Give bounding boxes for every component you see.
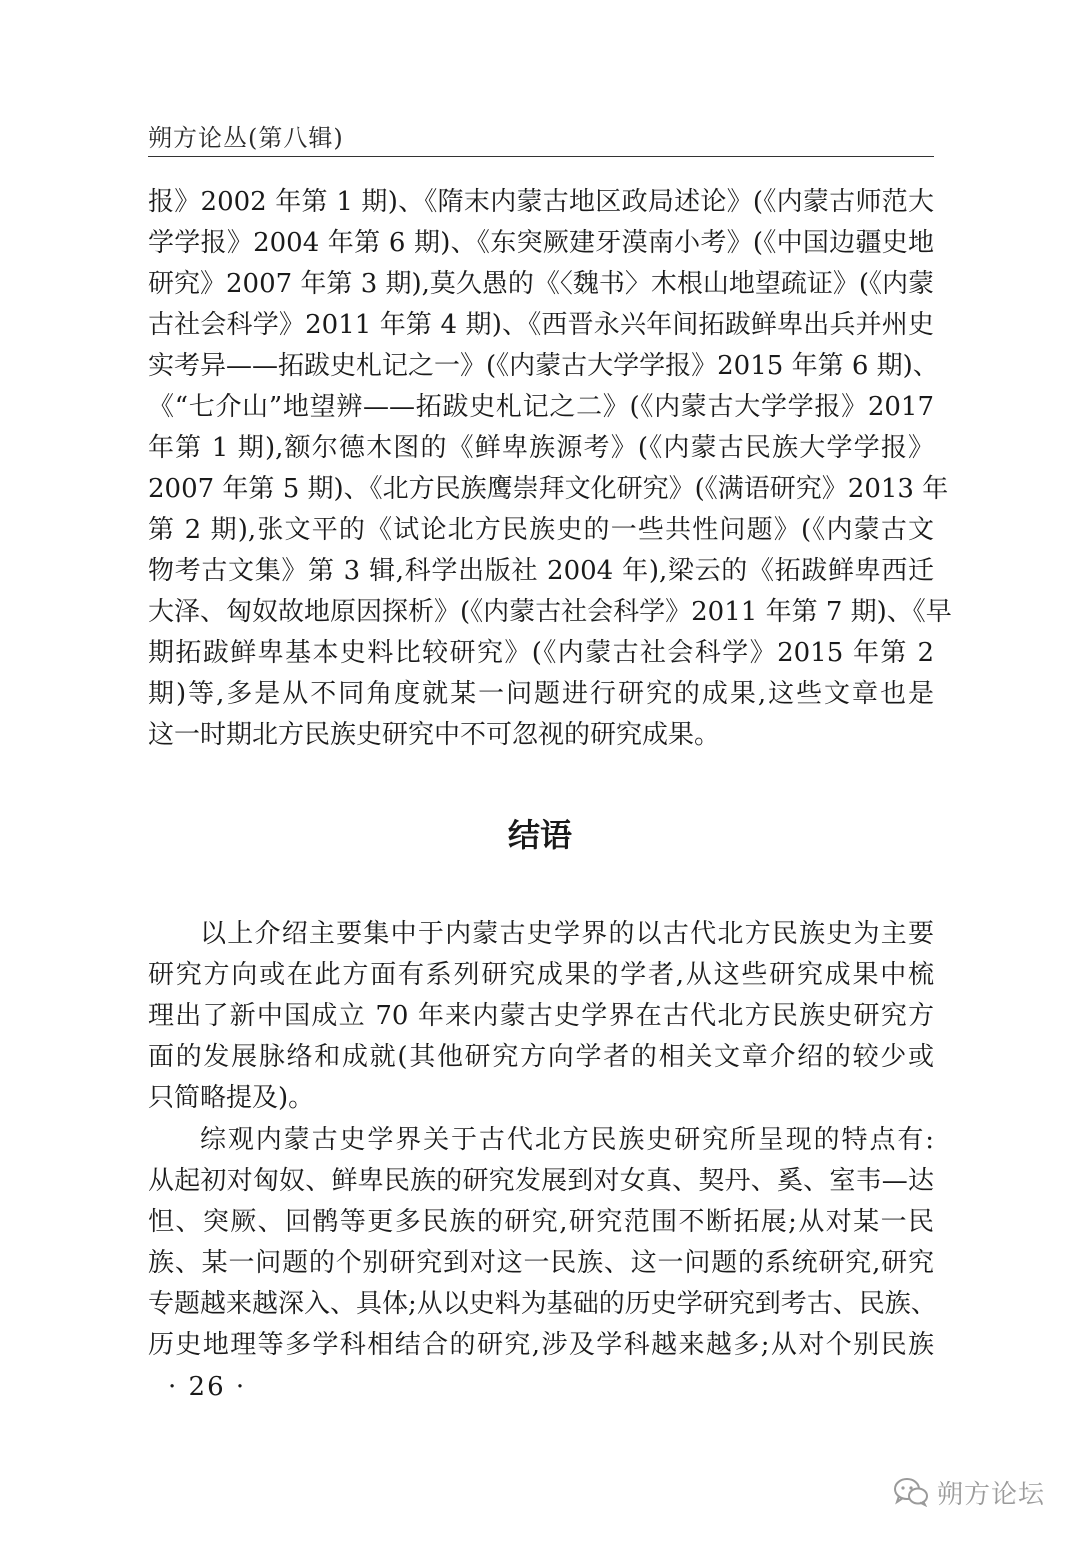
watermark-text: 朔方论坛 — [937, 1479, 1046, 1510]
text-line: 学学报》2004 年第 6 期)、《东突厥建牙漠南小考》(《中国边疆史地 — [148, 228, 934, 258]
text-line: 第 2 期),张文平的《试论北方民族史的一些共性问题》(《内蒙古文 — [148, 515, 934, 545]
page-number: · 26 · — [168, 1372, 247, 1402]
text-line: 面的发展脉络和成就(其他研究方向学者的相关文章介绍的较少或 — [148, 1042, 934, 1072]
wechat-icon — [893, 1477, 929, 1507]
header-rule — [148, 156, 934, 157]
text-line: 年第 1 期),额尔德木图的《鲜卑族源考》(《内蒙古民族大学学报》 — [148, 433, 934, 463]
text-line: 实考异——拓跋史札记之一》(《内蒙古大学学报》2015 年第 6 期)、 — [148, 351, 939, 381]
text-line: 怛、突厥、回鹘等更多民族的研究,研究范围不断拓展;从对某一民 — [148, 1207, 934, 1237]
running-header: 朔方论丛(第八辑) — [148, 124, 344, 152]
text-line: 族、某一问题的个别研究到对这一民族、这一问题的系统研究,研究 — [148, 1248, 934, 1278]
text-line: 专题越来越深入、具体;从以史料为基础的历史学研究到考古、民族、 — [148, 1289, 937, 1319]
text-line: 综观内蒙古史学界关于古代北方民族史研究所呈现的特点有: — [200, 1125, 934, 1155]
paragraph-conclusion-1 — [148, 914, 934, 1119]
text-line: 《“七介山”地望辨——拓跋史札记之二》(《内蒙古大学学报》2017 — [148, 392, 934, 422]
text-line: 报》2002 年第 1 期)、《隋末内蒙古地区政局述论》(《内蒙古师范大 — [148, 187, 934, 217]
text-line: 物考古文集》第 3 辑,科学出版社 2004 年),梁云的《拓跋鲜卑西迁 — [148, 556, 934, 586]
paragraph-continued — [148, 182, 952, 756]
watermark — [893, 1470, 1045, 1514]
text-line: 期拓跋鲜卑基本史料比较研究》(《内蒙古社会科学》2015 年第 2 — [148, 638, 934, 668]
paragraph-conclusion-2 — [148, 1120, 937, 1366]
text-line: 以上介绍主要集中于内蒙古史学界的以古代北方民族史为主要 — [200, 919, 934, 949]
text-line: 大泽、匈奴故地原因探析》(《内蒙古社会科学》2011 年第 7 期)、《早 — [148, 597, 952, 627]
text-line: 这一时期北方民族史研究中不可忽视的研究成果。 — [148, 720, 721, 750]
text-line: 研究》2007 年第 3 期),莫久愚的《〈魏书〉木根山地望疏证》(《内蒙 — [148, 269, 935, 299]
text-line: 从起初对匈奴、鲜卑民族的研究发展到对女真、契丹、奚、室韦—达 — [148, 1166, 934, 1196]
text-line: 理出了新中国成立 70 年来内蒙古史学界在古代北方民族史研究方 — [148, 1001, 934, 1031]
text-line: 研究方向或在此方面有系列研究成果的学者,从这些研究成果中梳 — [148, 960, 934, 990]
text-line: 2007 年第 5 期)、《北方民族鹰崇拜文化研究》(《满语研究》2013 年 — [148, 474, 949, 504]
text-line: 历史地理等多学科相结合的研究,涉及学科越来越多;从对个别民族 — [148, 1330, 934, 1360]
text-line: 古社会科学》2011 年第 4 期)、《西晋永兴年间拓跋鲜卑出兵并州史 — [148, 310, 934, 340]
text-line: 期)等,多是从不同角度就某一问题进行研究的成果,这些文章也是 — [148, 679, 934, 709]
section-title: 结语 — [507, 816, 572, 854]
text-line: 只简略提及)。 — [148, 1083, 315, 1113]
